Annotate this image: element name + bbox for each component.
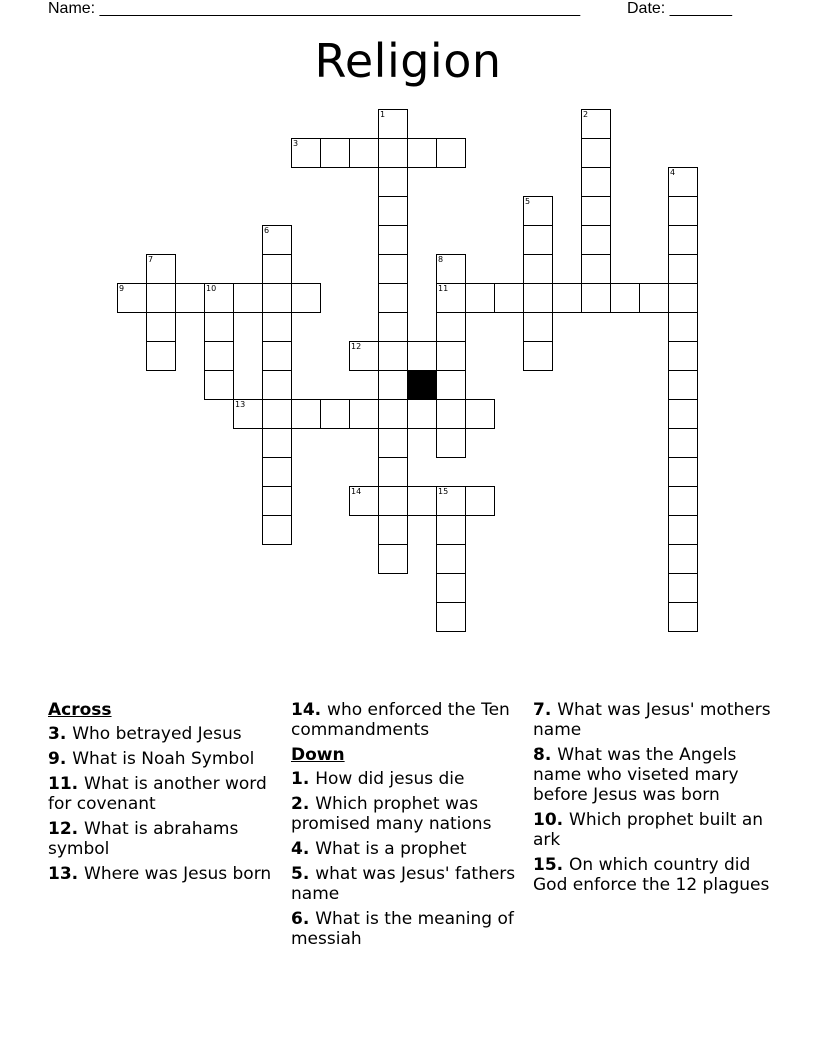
- clue-number: 9.: [48, 749, 73, 769]
- grid-cell[interactable]: [581, 225, 611, 255]
- grid-cell[interactable]: [523, 341, 553, 371]
- grid-cell[interactable]: [262, 428, 292, 458]
- grid-cell[interactable]: [523, 283, 553, 313]
- clue-number: 2.: [291, 794, 316, 814]
- across-heading: Across: [48, 700, 112, 720]
- clue-text: How did jesus die: [315, 769, 465, 789]
- clue-number-label: 4: [670, 168, 676, 177]
- grid-cell[interactable]: [262, 312, 292, 342]
- grid-cell[interactable]: [262, 399, 292, 429]
- grid-cell[interactable]: [204, 370, 234, 400]
- clue-item: [291, 700, 521, 740]
- clue-number: 13.: [48, 864, 85, 884]
- clue-item: [533, 855, 773, 895]
- clue-number-label: 8: [438, 255, 444, 264]
- grid-cell[interactable]: [523, 312, 553, 342]
- clue-item: [291, 909, 521, 949]
- grid-cell[interactable]: [436, 370, 466, 400]
- clue-number: 10.: [533, 810, 570, 830]
- grid-cell[interactable]: [436, 341, 466, 371]
- grid-cell[interactable]: [436, 428, 466, 458]
- grid-cell[interactable]: [262, 254, 292, 284]
- grid-cell[interactable]: [378, 428, 408, 458]
- grid-cell[interactable]: [349, 138, 379, 168]
- clue-item: [291, 864, 521, 904]
- grid-cell[interactable]: [378, 138, 408, 168]
- grid-cell[interactable]: [436, 138, 466, 168]
- grid-cell[interactable]: [552, 283, 582, 313]
- grid-cell[interactable]: [668, 312, 698, 342]
- clue-number: 15.: [533, 855, 570, 875]
- clue-item: [48, 819, 278, 859]
- grid-cell[interactable]: [146, 312, 176, 342]
- clue-number-label: 14: [351, 487, 362, 496]
- clue-item: [533, 700, 773, 740]
- grid-cell[interactable]: [668, 341, 698, 371]
- grid-cell[interactable]: [581, 283, 611, 313]
- grid-cell[interactable]: [668, 573, 698, 603]
- grid-cell[interactable]: [465, 486, 495, 516]
- grid-cell[interactable]: [262, 486, 292, 516]
- clue-text: Who betrayed Jesus: [72, 724, 242, 744]
- clue-item: [291, 794, 521, 834]
- clue-text: What is the meaning of messiah: [291, 909, 514, 949]
- clue-number-label: 12: [351, 342, 362, 351]
- grid-cell[interactable]: [465, 399, 495, 429]
- clue-number-label: 15: [438, 487, 449, 496]
- clue-number: 5.: [291, 864, 316, 884]
- grid-cell[interactable]: [407, 341, 437, 371]
- clue-text: Where was Jesus born: [84, 864, 272, 884]
- clue-text: Which prophet was promised many nations: [291, 794, 492, 834]
- grid-cell[interactable]: [407, 399, 437, 429]
- grid-cell[interactable]: [523, 225, 553, 255]
- clue-number: 11.: [48, 774, 85, 794]
- grid-cell[interactable]: [523, 254, 553, 284]
- black-square: [407, 370, 437, 400]
- grid-cell[interactable]: [175, 283, 205, 313]
- grid-cell[interactable]: [146, 283, 176, 313]
- grid-cell[interactable]: [262, 283, 292, 313]
- clue-number-label: 13: [235, 400, 246, 409]
- grid-cell[interactable]: [436, 602, 466, 632]
- clues-column-3: [533, 700, 773, 900]
- grid-cell[interactable]: [378, 486, 408, 516]
- clue-number: 6.: [291, 909, 316, 929]
- clue-text: who enforced the Ten commandments: [291, 700, 510, 740]
- grid-cell[interactable]: [581, 254, 611, 284]
- grid-cell[interactable]: [146, 341, 176, 371]
- clue-text: What was Jesus' mothers name: [533, 700, 771, 740]
- grid-cell[interactable]: [204, 341, 234, 371]
- grid-cell[interactable]: [581, 138, 611, 168]
- grid-cell[interactable]: [378, 370, 408, 400]
- grid-cell[interactable]: [378, 544, 408, 574]
- grid-cell[interactable]: [407, 138, 437, 168]
- date-field[interactable]: Date: _______: [627, 0, 732, 17]
- name-field[interactable]: Name: ______________________________________________________: [48, 0, 581, 17]
- clue-number-label: 3: [293, 139, 299, 148]
- grid-cell[interactable]: [436, 312, 466, 342]
- grid-cell[interactable]: [494, 283, 524, 313]
- page-title: Religion: [314, 34, 502, 88]
- grid-cell[interactable]: [436, 399, 466, 429]
- grid-cell[interactable]: [378, 254, 408, 284]
- clue-number: 3.: [48, 724, 73, 744]
- clue-number-label: 9: [119, 284, 125, 293]
- grid-cell[interactable]: [320, 138, 350, 168]
- grid-cell[interactable]: [320, 399, 350, 429]
- clue-item: [291, 839, 521, 859]
- grid-cell[interactable]: [204, 312, 234, 342]
- clue-text: Which prophet built an ark: [533, 810, 764, 850]
- grid-cell[interactable]: [378, 225, 408, 255]
- clue-text: what was Jesus' fathers name: [291, 864, 516, 904]
- clue-number-label: 2: [583, 110, 589, 119]
- grid-cell[interactable]: [639, 283, 669, 313]
- grid-cell[interactable]: [436, 544, 466, 574]
- grid-cell[interactable]: [581, 196, 611, 226]
- grid-cell[interactable]: [668, 515, 698, 545]
- clue-number-label: 11: [438, 284, 449, 293]
- grid-cell[interactable]: [668, 602, 698, 632]
- grid-cell[interactable]: [668, 283, 698, 313]
- clue-number-label: 1: [380, 110, 386, 119]
- grid-cell[interactable]: [378, 457, 408, 487]
- grid-cell[interactable]: [378, 283, 408, 313]
- clue-item: [48, 724, 278, 744]
- clue-text: What is Noah Symbol: [72, 749, 255, 769]
- clue-number: 12.: [48, 819, 85, 839]
- grid-cell[interactable]: [581, 167, 611, 197]
- grid-cell[interactable]: [378, 399, 408, 429]
- grid-cell[interactable]: [668, 196, 698, 226]
- clue-number-label: 7: [148, 255, 154, 264]
- grid-cell[interactable]: [668, 254, 698, 284]
- clue-item: [533, 745, 773, 805]
- grid-cell[interactable]: [233, 283, 263, 313]
- grid-cell[interactable]: [668, 486, 698, 516]
- clue-number-label: 10: [206, 284, 217, 293]
- clue-item: [48, 864, 278, 884]
- clue-number-label: 5: [525, 197, 531, 206]
- grid-cell[interactable]: [668, 370, 698, 400]
- grid-cell[interactable]: [668, 399, 698, 429]
- grid-cell[interactable]: [436, 573, 466, 603]
- grid-cell[interactable]: [262, 341, 292, 371]
- clue-number: 8.: [533, 745, 558, 765]
- grid-cell[interactable]: [262, 457, 292, 487]
- grid-cell[interactable]: [378, 515, 408, 545]
- grid-cell[interactable]: [378, 167, 408, 197]
- grid-cell[interactable]: [349, 399, 379, 429]
- grid-cell[interactable]: [262, 370, 292, 400]
- clue-text: What is a prophet: [315, 839, 467, 859]
- clue-text: On which country did God enforce the 12 plagues: [533, 855, 770, 895]
- clue-number-label: 6: [264, 226, 270, 235]
- clues-column-2: [291, 700, 521, 954]
- grid-cell[interactable]: [668, 225, 698, 255]
- clue-item: [48, 749, 278, 769]
- grid-cell[interactable]: [668, 544, 698, 574]
- clue-text: What is another word for covenant: [48, 774, 267, 814]
- clue-item: [291, 769, 521, 789]
- grid-cell[interactable]: [378, 196, 408, 226]
- clue-number: 1.: [291, 769, 316, 789]
- grid-cell[interactable]: [668, 428, 698, 458]
- down-heading: Down: [291, 745, 345, 765]
- clue-number: 4.: [291, 839, 316, 859]
- clue-number: 14.: [291, 700, 328, 720]
- grid-cell[interactable]: [262, 515, 292, 545]
- clue-number: 7.: [533, 700, 558, 720]
- clue-item: [533, 810, 773, 850]
- grid-cell[interactable]: [378, 341, 408, 371]
- grid-cell[interactable]: [378, 312, 408, 342]
- grid-cell[interactable]: [610, 283, 640, 313]
- grid-cell[interactable]: [465, 283, 495, 313]
- clue-text: What was the Angels name who viseted mary before Jesus was born: [533, 745, 739, 805]
- grid-cell[interactable]: [668, 457, 698, 487]
- grid-cell[interactable]: [407, 486, 437, 516]
- clues-column-1: [48, 700, 278, 889]
- clue-item: [48, 774, 278, 814]
- grid-cell[interactable]: [291, 283, 321, 313]
- grid-cell[interactable]: [291, 399, 321, 429]
- clue-text: What is abrahams symbol: [48, 819, 239, 859]
- grid-cell[interactable]: [436, 515, 466, 545]
